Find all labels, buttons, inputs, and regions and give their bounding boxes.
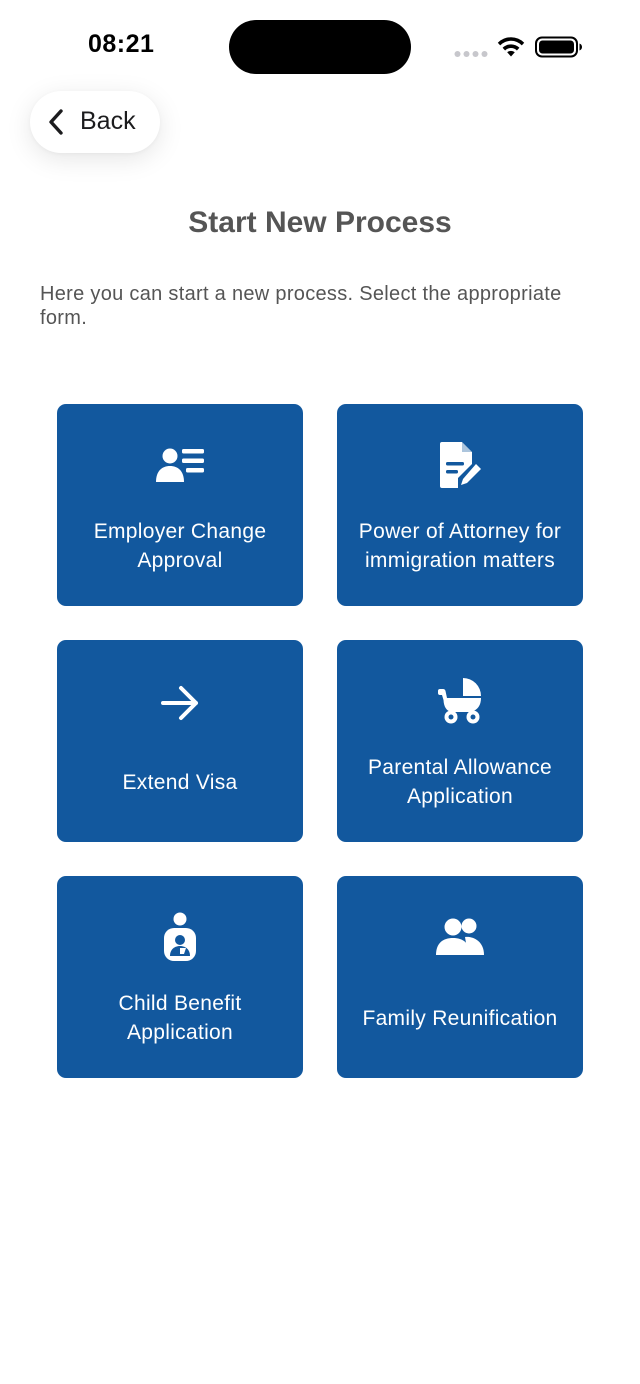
baby-carriage-icon: [435, 676, 485, 726]
battery-icon: [535, 36, 583, 58]
page-description: Here you can start a new process. Select the appropriate form.: [40, 283, 562, 329]
tile-parental-allowance[interactable]: [337, 640, 583, 842]
status-time: 08:21: [88, 30, 155, 58]
document-edit-icon: [435, 440, 485, 490]
page-title: Start New Process: [188, 206, 452, 239]
tile-employer-change-approval[interactable]: [57, 404, 303, 606]
tile-label: Employer Change Approval: [93, 520, 267, 572]
chevron-left-icon: [46, 108, 66, 136]
back-button[interactable]: [30, 91, 160, 153]
tile-child-benefit[interactable]: [57, 876, 303, 1078]
tile-power-of-attorney[interactable]: [337, 404, 583, 606]
group-icon: [435, 912, 485, 962]
person-card-icon: [155, 442, 205, 492]
dynamic-island: [229, 20, 411, 74]
wifi-icon: [496, 35, 526, 59]
cellular-signal-icon: [454, 50, 488, 58]
tile-label: Extend Visa: [122, 771, 238, 794]
tile-label: Child Benefit Application: [118, 992, 242, 1044]
arrow-right-icon: [155, 678, 205, 728]
tile-family-reunification[interactable]: [337, 876, 583, 1078]
tile-label: Family Reunification: [362, 1007, 558, 1030]
tile-label: Power of Attorney for immigration matters: [358, 520, 562, 572]
tile-label: Parental Allowance Application: [367, 756, 552, 808]
tile-extend-visa[interactable]: [57, 640, 303, 842]
back-label: Back: [80, 107, 136, 135]
status-bar: [0, 0, 640, 92]
person-child-icon: [155, 912, 205, 962]
